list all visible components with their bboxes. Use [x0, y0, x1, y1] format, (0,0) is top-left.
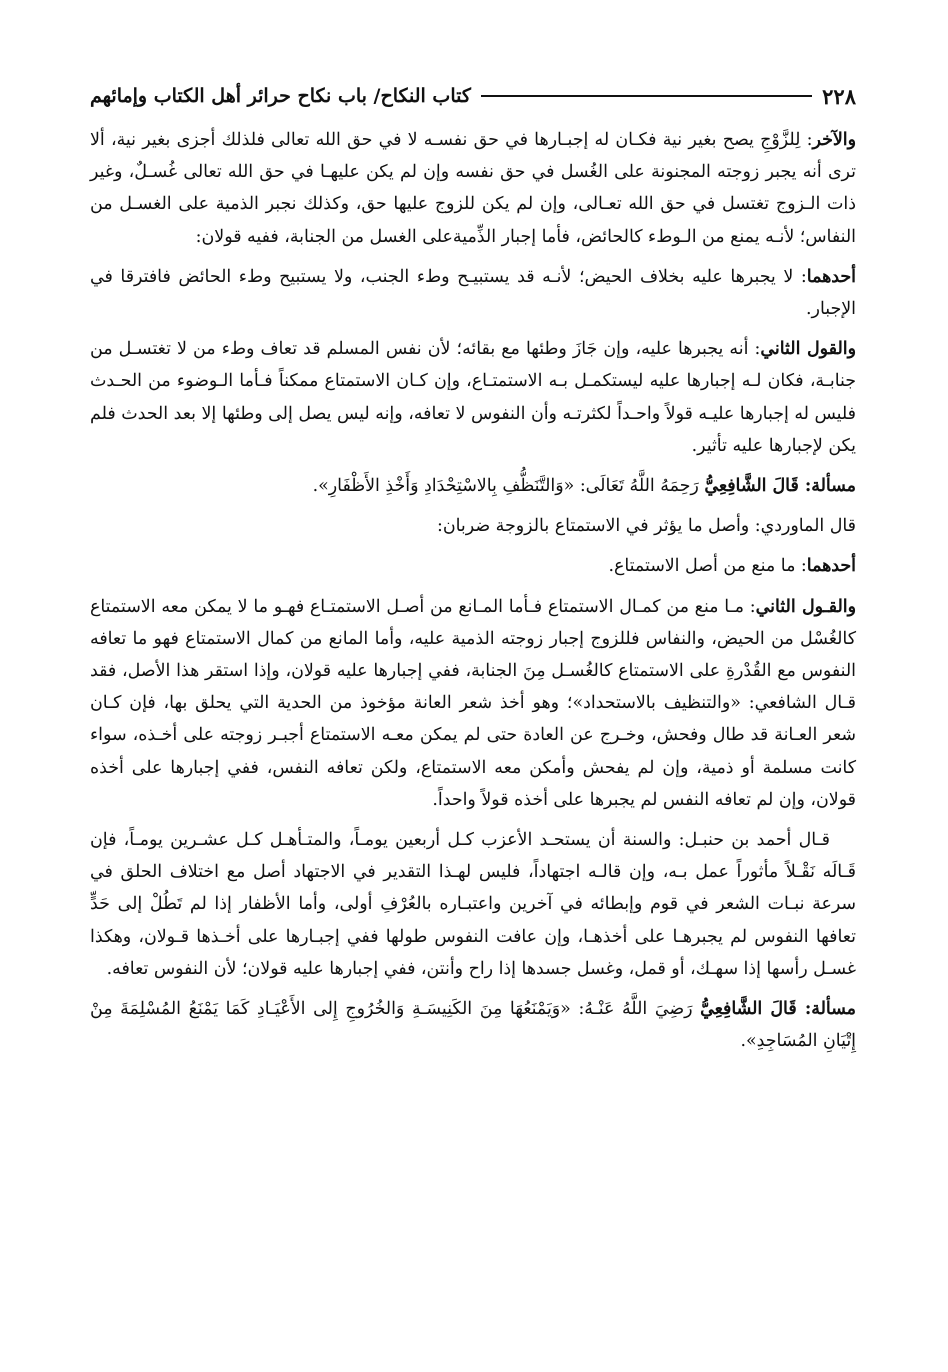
body-text	[90, 124, 856, 1057]
paragraph	[90, 993, 856, 1057]
paragraph-text: : أنه يجبرها عليه، وإن جَازَ وطئها مع بقائه؛ لأن نفس المسلم قد تعاف وطء من لا تغتسـل من جنابـة، فكان لـه إجبارها عليه ليستكمـل بـه الاستمتـاع، وإن كـان الاستمتاع ممكناً فـأما الـوضوء من الحـدث فليس له إجبارها عليـه قولاً واحـداً لكثرتـه وأن النفوس لا تعافه، وإنه ليس يصل إلى وطئها إلا بعد الحدث فلم يكن لإجبارها عليه تأثير.	[90, 339, 856, 456]
paragraph-text: قـال أحمد بن حنبـل: والسنة أن يستحـد الأعزب كـل أربعين يومـاً، والمتـأهـل كـل عشـرين يومـاً، فإن قَـالَه نَقْـلاً مأثوراً عمل بـه، وإن قالـه اجتهاداً، فليس لهـذا التقدير في الاجتهاد أصل مع اختلاف الحلق في سرعة نبـات الشعر في قوم وإبطائه في آخرين واعتبـاره بالعُرْفِ أولى، وأما الأظفار إذا لم تَطُلْ إلى حَدٍّ تعافها النفوس لم يجبرهـا على أخذهـا، وإن عافت النفوس طولها ففي إجبـارها على أخـذها قـولان، وهكذا غسـل رأسها إذا سهـك، أو قمل، وغسل جسدها إذا راح وأنتن، ففي إجبارها عليه قولان؛ لأن النفوس تعافه.	[90, 830, 856, 979]
paragraph-lead: أحدهما	[806, 266, 856, 287]
paragraph-lead: أحدهما	[806, 556, 856, 577]
paragraph	[90, 550, 856, 582]
page-header	[90, 78, 856, 114]
paragraph-text: : ما منع من أصل الاستمتاع.	[608, 556, 807, 577]
header-rule	[481, 95, 812, 97]
paragraph-text: رَحِمَهُ اللَّهُ تَعَالَى: «وَالتَّنَظُّفِ بِالاسْتِحْدَادِ وَأَخْذِ الأَظْفَارِ».	[312, 476, 705, 497]
paragraph-lead: والقـول الثاني	[755, 596, 856, 617]
paragraph	[90, 510, 856, 542]
running-title: كتاب النكاح/ باب نكاح حرائر أهل الكتاب وإمائهم	[90, 85, 471, 107]
page-number: ٢٢٨	[822, 83, 856, 109]
paragraph-text: : مـا منع من كمـال الاستمتاع فـأما المـانع من أصـل الاستمتـاع فهـو ما لا يمكن معه الاستمتاع كالغُسْل من الحيض، والنفاس فللزوج إجبار زوجته الذمية عليه، وأما المانع من كمال الاستمتاع فهو ما تعافه النفوس مع القُدْرةِ على الاستمتاع كالغُسـل مِنَ الجنابة، ففي إجبارها عليه قولان، وإذا استقر هذا الأصل، فقد قـال الشافعي: «والتنظيف بالاستحداد»؛ وهو أخذ شعر العانة مؤخوذ من الحدية التي يحلق بها، فإن كـان شعر العـانة قد طال وفحش، وخـرج عن العادة حتى لم يمكن معـه الاستمتاع أجبـر زوجته على أخـذه، سواء كانت مسلمة أو ذمية، وإن لم يفحش وأمكن معه الاستمتاع، ولكن تعافه النفس، ففي إجبارها على أخذه قولان، وإن لم تعافه النفس لم يجبرها على أخذه قولاً واحداً.	[90, 596, 856, 810]
paragraph-lead: مسألة: قَالَ الشَّافِعِيُّ	[700, 999, 857, 1020]
paragraph-text: : لِلزَّوْجِ يصح بغير نية فكـان له إجبـارها في حق نفسـه لا في حق الله تعالى فلذلك أجزى بغير نية، ألا ترى أنه يجبر زوجته المجنونة على الغُسل في حق نفسه وإن لم يكن عليهـا في حق الله تعالى غُسـلٌ، وغير ذات الـزوج تغتسل في حق الله تعـالى، وإن لم يكن للزوج عليها حق، وكذلك نجبر الذمية على الغسـل من النفاس؛ لأنـه يمنع من الـوطء كالحائض، فأما إجبار الذِّميةعلى الغسل من الجنابة، ففيه قولان:	[90, 130, 856, 247]
paragraph	[90, 591, 856, 816]
paragraph-text: قال الماوردي: وأصل ما يؤثر في الاستمتاع بالزوجة ضربان:	[437, 516, 856, 537]
paragraph-text: رَضِيَ اللَّهُ عَنْـهُ: «وَيَمْنَعُهَا مِنَ الكَنِيسَـةِ وَالخُرُوجِ إِلى الأَعْيَـادِ كَمَا يَمْنَعُ المُسْلِمَةَ مِنْ إِتْيَانِ المُسَاجِدِ».	[90, 999, 856, 1052]
paragraph	[90, 470, 856, 502]
paragraph-text: : لا يجبرها عليه بخلاف الحيض؛ لأنـه قد يستبيـح وطء الجنب، ولا يستبيح وطء الحائض فافترقا في الإجبار.	[90, 266, 856, 320]
paragraph	[90, 333, 856, 462]
paragraph-lead: والقول الثاني	[760, 339, 856, 360]
paragraph	[90, 124, 856, 253]
paragraph-lead: والآخر	[812, 130, 856, 150]
paragraph	[90, 261, 856, 325]
paragraph-lead: مسألة: قَالَ الشَّافِعِيُّ	[704, 476, 856, 497]
paragraph	[90, 824, 856, 985]
